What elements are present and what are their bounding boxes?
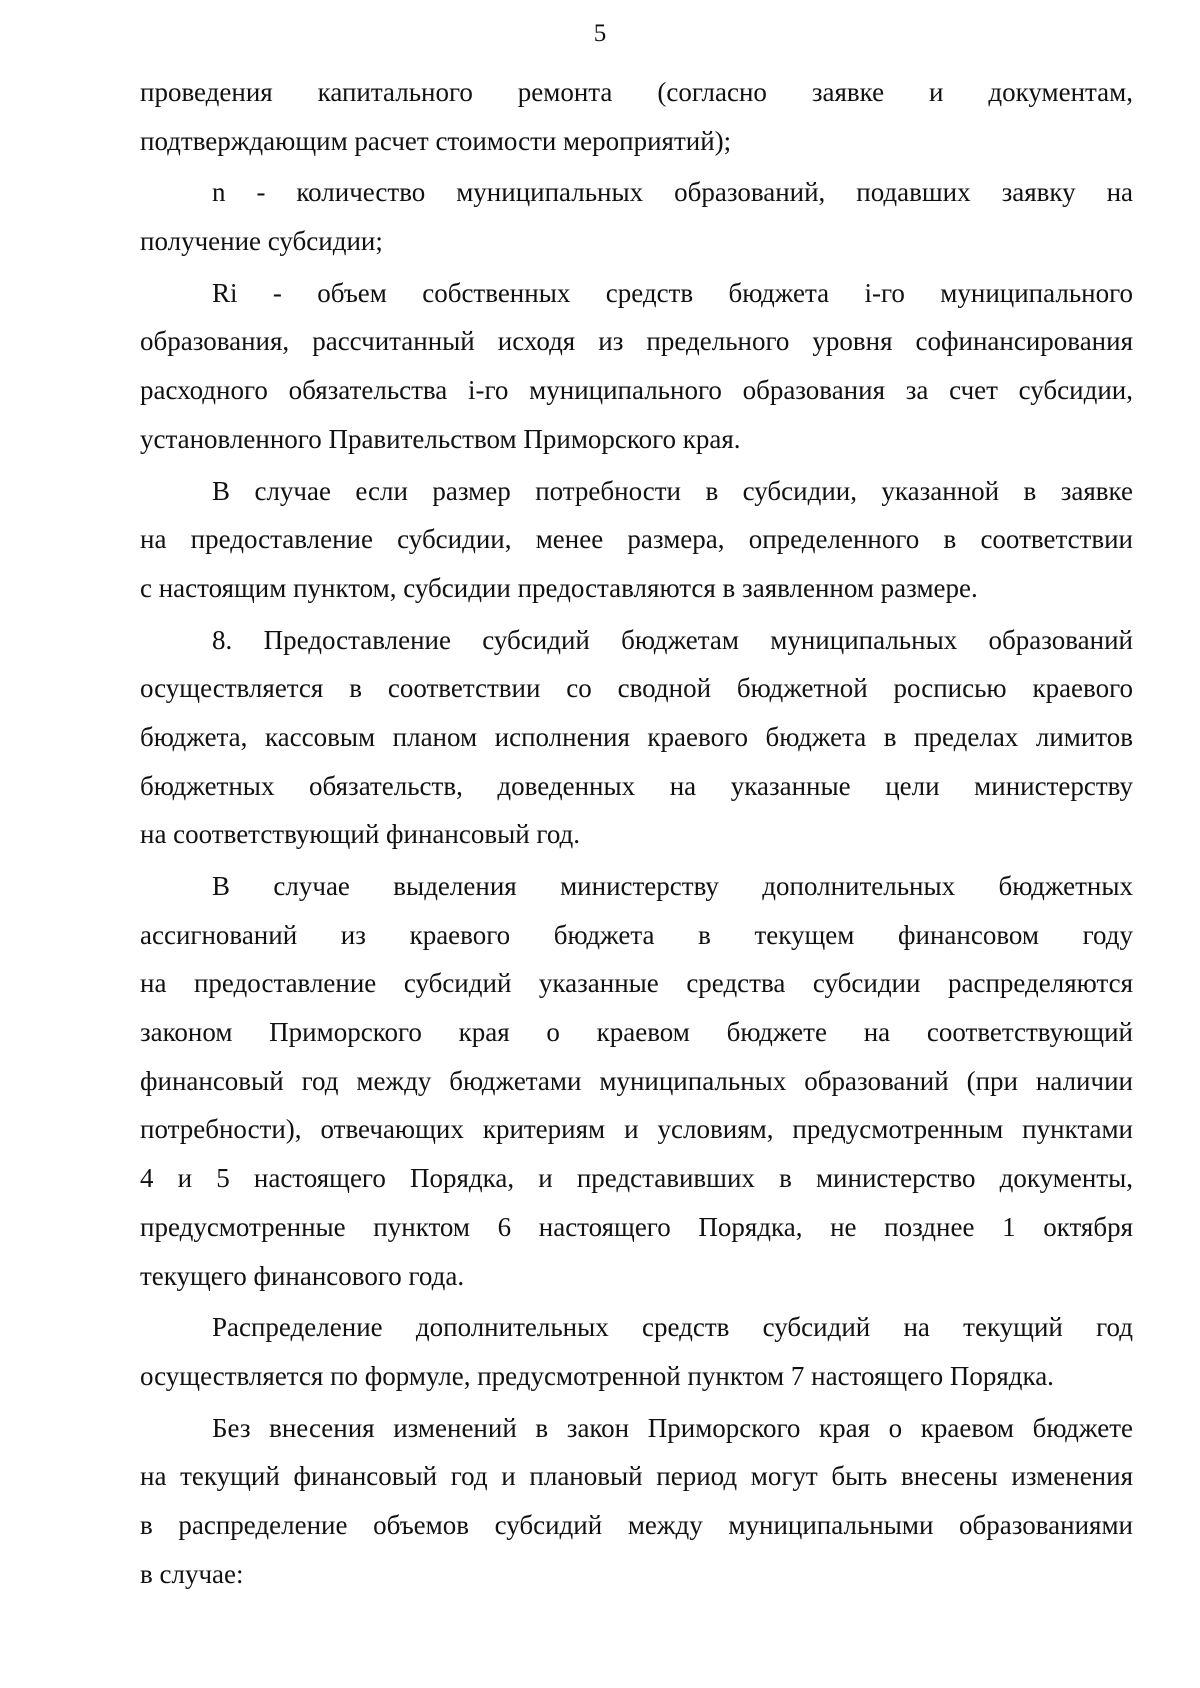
paragraph xyxy=(140,168,1133,265)
text-line: Ri - объем собственных средств бюджета i-го муниципального xyxy=(212,277,1133,308)
text-line: в распределение объемов субсидий между муниципальными образованиями xyxy=(140,1509,1133,1540)
document-body xyxy=(140,68,1133,1601)
text-line: бюджета, кассовым планом исполнения краевого бюджета в пределах лимитов xyxy=(140,721,1133,752)
paragraph xyxy=(140,269,1133,464)
text-line: 4 и 5 настоящего Порядка, и представивших в министерство документы, xyxy=(140,1163,1133,1194)
text-line: получение субсидии; xyxy=(140,226,383,257)
text-line: потребности), отвечающих критериям и условиям, предусмотренным пунктами xyxy=(140,1114,1133,1145)
paragraph xyxy=(140,467,1133,613)
text-line: на предоставление субсидий указанные средства субсидии распределяются xyxy=(140,968,1133,999)
text-line: Без внесения изменений в закон Приморского края о краевом бюджете xyxy=(212,1412,1133,1443)
text-line: подтверждающим расчет стоимости мероприятий); xyxy=(140,125,732,156)
text-line: образования, рассчитанный исходя из предельного уровня софинансирования xyxy=(140,326,1133,357)
text-line: бюджетных обязательств, доведенных на указанные цели министерству xyxy=(140,770,1133,801)
text-line: в случае: xyxy=(140,1558,244,1589)
text-line: на предоставление субсидии, менее размера, определенного в соответствии xyxy=(140,524,1133,555)
paragraph xyxy=(140,862,1133,1300)
text-line: текущего финансового года. xyxy=(140,1260,465,1291)
text-line: n - количество муниципальных образований, подавших заявку на xyxy=(212,177,1133,208)
page-number: 5 xyxy=(593,20,607,47)
text-line: осуществляется по формуле, предусмотренной пунктом 7 настоящего Порядка. xyxy=(140,1360,1054,1391)
text-line: с настоящим пунктом, субсидии предоставляются в заявленном размере. xyxy=(140,572,978,603)
text-line: В случае выделения министерству дополнительных бюджетных xyxy=(212,871,1133,901)
text-line: В случае если размер потребности в субсидии, указанной в заявке xyxy=(212,475,1133,506)
text-line: осуществляется в соответствии со сводной бюджетной росписью краевого xyxy=(140,673,1133,704)
text-line: Распределение дополнительных средств субсидий на текущий год xyxy=(212,1312,1133,1343)
text-line: расходного обязательства i-го муниципального образования за счет субсидии, xyxy=(140,375,1133,406)
text-line: 8. Предоставление субсидий бюджетам муниципальных образований xyxy=(212,624,1133,655)
text-line: на соответствующий финансовый год. xyxy=(140,819,581,850)
text-line: финансовый год между бюджетами муниципальных образований (при наличии xyxy=(140,1065,1133,1096)
text-line: проведения капитального ремонта (согласно заявке и документам, xyxy=(140,77,1133,107)
text-line: на текущий финансовый год и плановый период могут быть внесены изменения xyxy=(140,1461,1133,1492)
paragraph xyxy=(140,1303,1133,1400)
text-line: предусмотренные пунктом 6 настоящего Порядка, не позднее 1 октября xyxy=(140,1211,1133,1242)
text-line: законом Приморского края о краевом бюджете на соответствующий xyxy=(140,1017,1133,1048)
text-line: установленного Правительством Приморского края. xyxy=(140,423,741,454)
paragraph xyxy=(140,1404,1133,1599)
paragraph xyxy=(140,616,1133,859)
paragraph xyxy=(140,68,1133,165)
text-line: ассигнований из краевого бюджета в текущем финансовом году xyxy=(140,919,1133,950)
